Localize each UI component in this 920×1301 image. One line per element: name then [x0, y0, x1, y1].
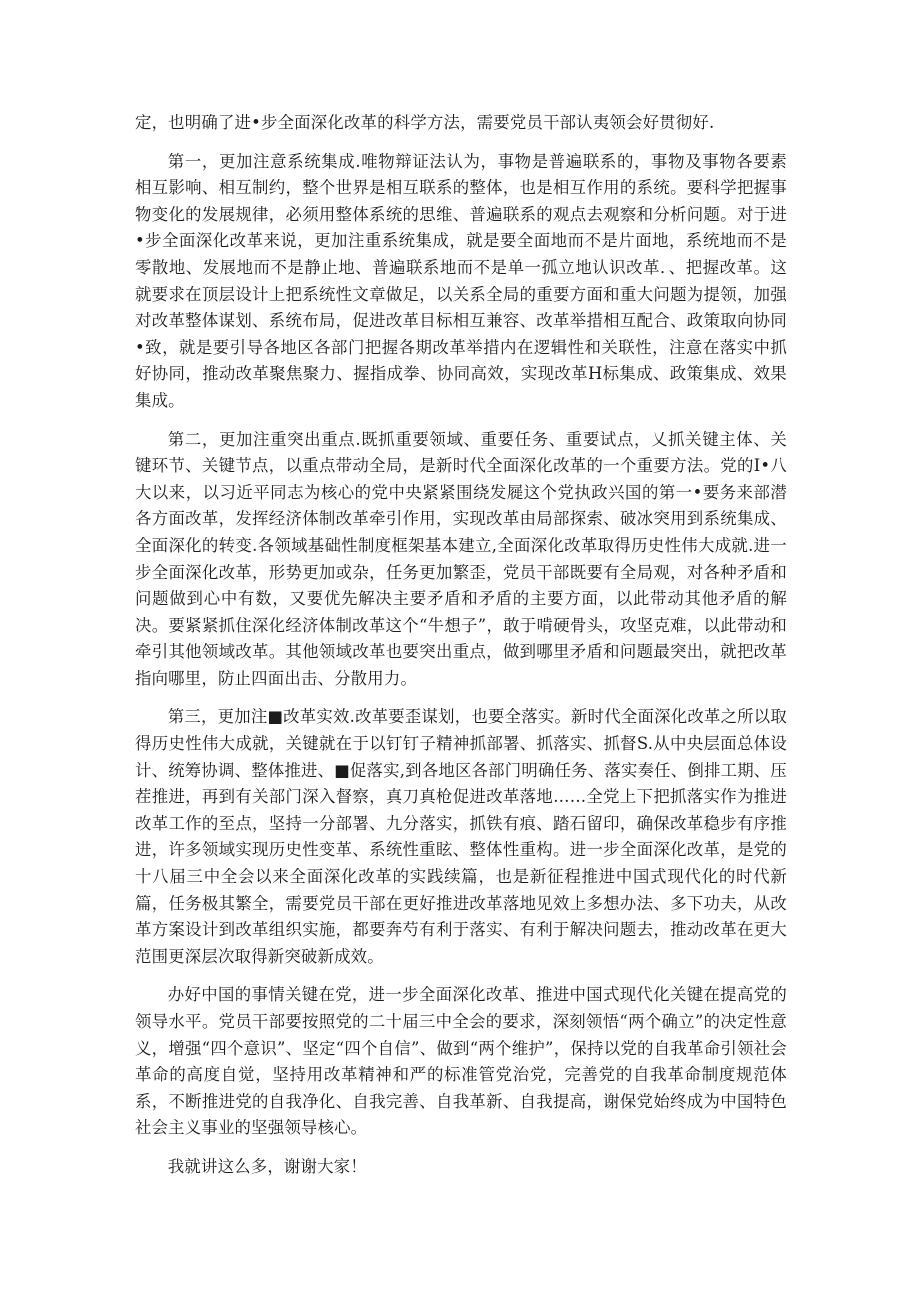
paragraph-gap: [135, 137, 787, 149]
paragraph-second-point: 第二，更加注重突出重点.既抓重要领域、重要任务、重要试点，乂抓关键主体、关键环节、关键节点，以重点带动全局，是新时代全面深化改革的一个重要方法。党的I•八大以来，以习近平同志为核心的党中央紧紧围绕发屣这个党执政兴国的第一•要务来部潜各方面改革，发挥经济体制改革牵引作用，实现改革由局部探索、破冰突用到系统集成、全面深化的转变.各领域基础性制度框架基本建立,全面深化改革取得历史性伟大成就.进一步全面深化改革，形势更加或杂，任务更加繁歪，党员干部既要有全局观，对各种矛盾和问题做到心中有数，又要优先解决主要矛盾和矛盾的主要方面，以此带动其他矛盾的解决。要紧紧抓住深化经济体制改革这个“牛想子”，敢于啃硬骨头，攻坚克难，以此带动和牵引其他领域改革。其他领域改革也要突出重点，做到哪里矛盾和问题最突出，就把改革指向哪里，防止四面出击、分散用力。: [135, 429, 787, 688]
paragraph-gap: [135, 415, 787, 427]
paragraph-first-point: 第一，更加注意系统集成.唯物辩证法认为，事物是普遍联系的，事物及事物各要素相互影响、相互制约，整个世界是相互联系的整体，也是相互作用的系统。要科学把握事物变化的发展规律，必须用整体系统的思维、普遍联系的观点去观察和分析问题。对于进•步全面深化改革来说，更加注重系统集成，就是要全面地而不是片面地，系统地而不是零散地、发展地而不是静止地、普遍联系地而不是单一孤立地认识改革．、把握改革。这就要求在顶层设计上把系统性文章做足，以关系全局的重要方面和重大问题为提领，加强对改革整体谋划、系统布局，促进改革目标相互兼容、改革举措相互配合、政策取向协同•致，就是要引导各地区各部门把握各期改革举措内在逻辑性和关联性，注意在落实中抓好协同，推动改革聚焦聚力、握指成拳、协同高效，实现改革H标集成、政策集成、效果集成。: [135, 151, 787, 410]
paragraph-closing-remark: 我就讲这么多，谢谢大家！: [167, 1156, 367, 1176]
document-page: [135, 110, 787, 1181]
paragraph-gap: [135, 692, 787, 704]
paragraph-continuation: 定，也明确了进•步全面深化改革的科学方法，需要党员干部认夷领会好贯彻好.: [135, 113, 715, 132]
paragraph-gap: [135, 970, 787, 982]
paragraph-conclusion: 办好中国的事情关键在党，进一步全面深化改革、推进中国式现代化关键在提高党的领导水平。党员干部要按照党的二十届三中全会的要求，深刻领悟“两个确立”的决定性意义，增强“四个意识”、坚定“四个自信”、做到“两个维护”，保持以党的自我革命引领社会革命的高度自觉，坚持用改革精神和严的标准管党治党，完善党的自我革命制度规范体系，不断推进党的自我净化、自我完善、自我革新、自我提高，谢保党始终成为中国特色社会主义事业的坚强领导核心。: [135, 985, 787, 1138]
paragraph-third-point: 第三，更加注■改革实效.改革要歪谋划，也要全落实。新时代全面深化改革之所以取得历史性伟大成就，关键就在于以钉钉子精神抓部署、抓落实、抓督S.从中央层面总体设计、统筹协调、整体推进、■促落实,到各地区各部门明确任务、落实奏任、倒排工期、压茬推进，再到有关部门深入督察，真刀真枪促进改革落地……全党上下把抓落实作为推进改革工作的至点，坚持一分部署、九分落实，抓铁有痕、踏石留印，确保改革稳步有序推进，许多领域实现历史性变革、系统性重眩、整体性重构。进一步全面深化改革，是党的十八届三中全会以来全面深化改革的实践续篇，也是新征程推进中国式现代化的时代新篇，任务极其繁全，需要党员干部在更好推进改革落地见效上多想办法、多下功夫，从改革方案设计到改革组织实施，都要奔芍有利于落实、有利于解决问题去，推动改革在更大范围更深层次取得新突破新成效。: [135, 707, 787, 966]
paragraph-gap: [135, 1142, 787, 1154]
